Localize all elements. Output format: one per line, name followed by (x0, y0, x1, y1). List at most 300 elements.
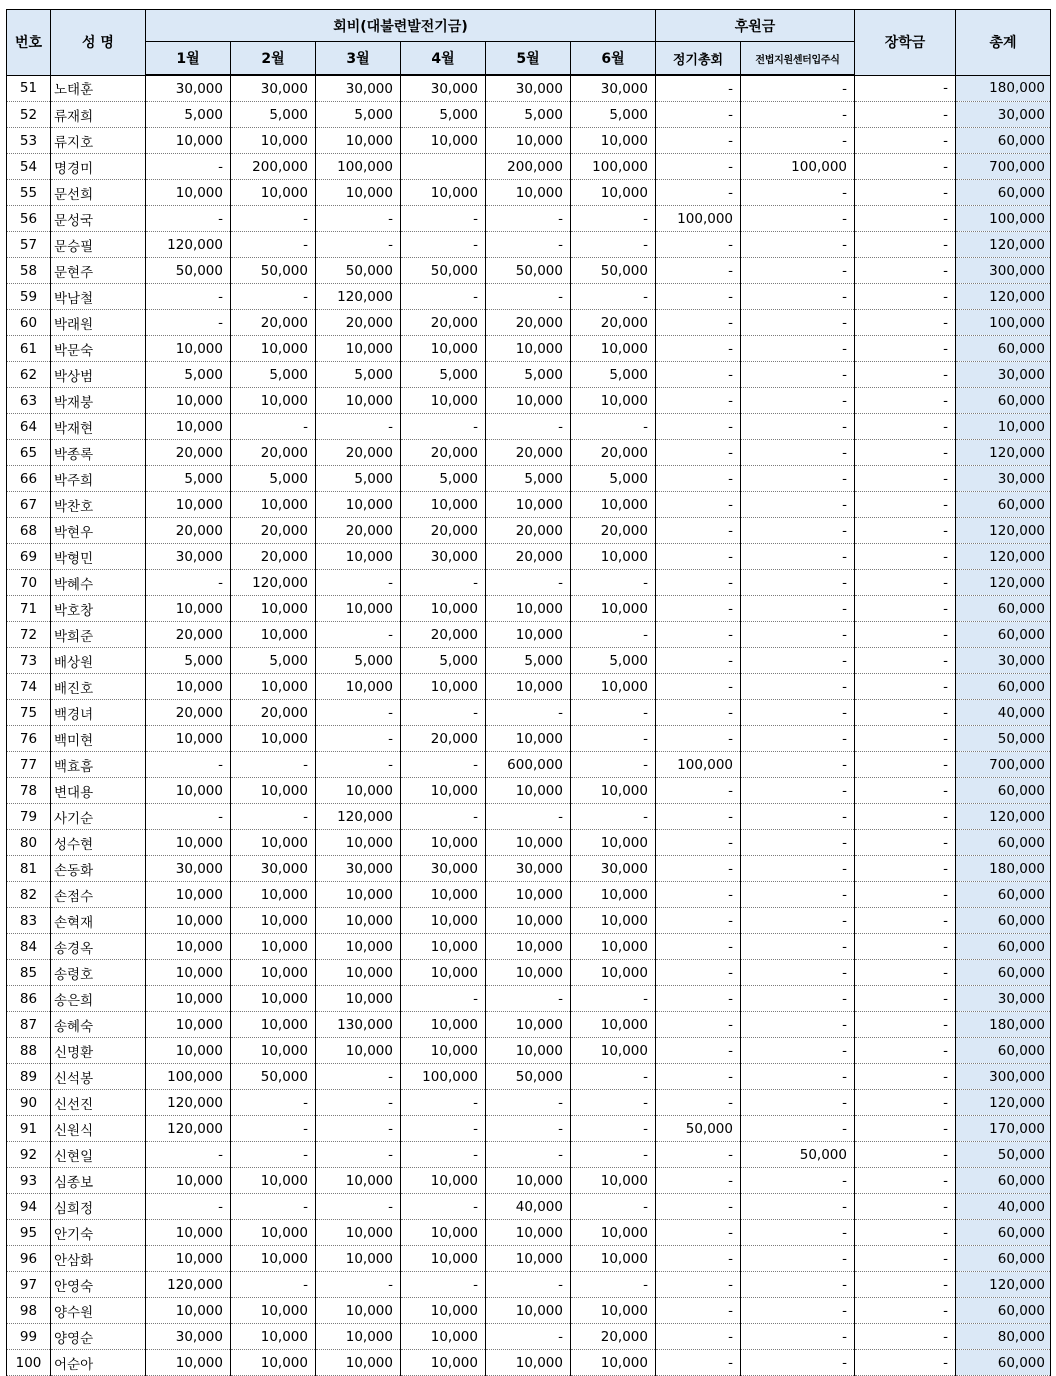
month-4-amount-cell: 10,000 (401, 960, 486, 986)
month-1-amount-cell: 10,000 (146, 1220, 231, 1246)
month-5-amount-cell: 5,000 (486, 362, 571, 388)
support-general-meeting-cell: - (656, 882, 741, 908)
month-4-amount-cell: - (401, 570, 486, 596)
total-cell: 60,000 (956, 1220, 1051, 1246)
month-1-amount-cell: 20,000 (146, 518, 231, 544)
month-3-amount-cell: 10,000 (316, 674, 401, 700)
month-2-amount-cell: 50,000 (231, 1064, 316, 1090)
month-6-amount-cell: 5,000 (571, 102, 656, 128)
month-2-amount-cell: - (231, 414, 316, 440)
month-4-amount-cell: 10,000 (401, 1012, 486, 1038)
support-center-ceremony-cell: - (741, 674, 855, 700)
support-center-ceremony-cell: - (741, 596, 855, 622)
scholarship-cell: - (855, 596, 956, 622)
table-row (7, 1168, 1051, 1194)
month-3-amount-cell: 10,000 (316, 336, 401, 362)
scholarship-cell: - (855, 1194, 956, 1220)
scholarship-cell: - (855, 1012, 956, 1038)
month-1-amount-cell: 30,000 (146, 856, 231, 882)
month-1-amount-cell: 10,000 (146, 778, 231, 804)
month-1-amount-cell: 120,000 (146, 1116, 231, 1142)
month-6-amount-cell: 10,000 (571, 1168, 656, 1194)
row-number-cell: 77 (7, 752, 51, 778)
row-number-cell: 58 (7, 258, 51, 284)
month-4-amount-cell: 20,000 (401, 518, 486, 544)
month-2-amount-cell: 200,000 (231, 154, 316, 180)
support-general-meeting-cell: - (656, 1142, 741, 1168)
member-name-cell: 문선희 (51, 180, 146, 206)
total-cell: 60,000 (956, 180, 1051, 206)
month-3-amount-cell: 120,000 (316, 804, 401, 830)
month-4-amount-cell: 10,000 (401, 1298, 486, 1324)
month-3-amount-cell: - (316, 1064, 401, 1090)
table-row (7, 492, 1051, 518)
month-5-amount-cell: - (486, 986, 571, 1012)
member-name-cell: 박현우 (51, 518, 146, 544)
month-3-amount-cell: - (316, 1090, 401, 1116)
total-cell: 60,000 (956, 388, 1051, 414)
month-3-amount-cell: 10,000 (316, 388, 401, 414)
member-name-cell: 손동화 (51, 856, 146, 882)
row-number-cell: 67 (7, 492, 51, 518)
total-cell: 60,000 (956, 492, 1051, 518)
row-number-cell: 78 (7, 778, 51, 804)
month-5-amount-cell: 10,000 (486, 622, 571, 648)
support-general-meeting-cell: - (656, 1090, 741, 1116)
support-general-meeting-cell: - (656, 596, 741, 622)
month-6-amount-cell: 50,000 (571, 258, 656, 284)
support-center-ceremony-cell: - (741, 180, 855, 206)
month-6-amount-cell: - (571, 570, 656, 596)
support-general-meeting-cell: - (656, 466, 741, 492)
member-name-cell: 박재붕 (51, 388, 146, 414)
month-4-amount-cell: - (401, 986, 486, 1012)
row-number-cell: 74 (7, 674, 51, 700)
table-row (7, 388, 1051, 414)
table-row (7, 804, 1051, 830)
support-center-ceremony-cell: - (741, 284, 855, 310)
month-2-amount-cell: 10,000 (231, 882, 316, 908)
scholarship-cell: - (855, 1246, 956, 1272)
member-name-cell: 박상범 (51, 362, 146, 388)
member-name-cell: 백경녀 (51, 700, 146, 726)
support-center-ceremony-cell: - (741, 102, 855, 128)
month-5-amount-cell: 30,000 (486, 75, 571, 102)
row-number-cell: 80 (7, 830, 51, 856)
table-row (7, 622, 1051, 648)
month-3-amount-cell: - (316, 206, 401, 232)
support-center-ceremony-cell: - (741, 232, 855, 258)
table-row (7, 1142, 1051, 1168)
month-4-amount-cell: - (401, 1116, 486, 1142)
month-5-amount-cell: 30,000 (486, 856, 571, 882)
support-general-meeting-cell: - (656, 518, 741, 544)
month-5-amount-cell: - (486, 1090, 571, 1116)
member-name-cell: 사기순 (51, 804, 146, 830)
header-dues-group: 회비(대불련발전기금) (146, 10, 656, 42)
month-4-amount-cell: - (401, 752, 486, 778)
scholarship-cell: - (855, 960, 956, 986)
support-general-meeting-cell: - (656, 232, 741, 258)
month-5-amount-cell: 10,000 (486, 908, 571, 934)
member-name-cell: 안영숙 (51, 1272, 146, 1298)
donation-ledger-table (6, 9, 1051, 1376)
support-center-ceremony-cell: - (741, 778, 855, 804)
support-center-ceremony-cell: - (741, 752, 855, 778)
month-1-amount-cell: 5,000 (146, 466, 231, 492)
month-2-amount-cell: 10,000 (231, 336, 316, 362)
month-5-amount-cell: 10,000 (486, 336, 571, 362)
table-row (7, 75, 1051, 102)
support-center-ceremony-cell: - (741, 1168, 855, 1194)
table-row (7, 1298, 1051, 1324)
row-number-cell: 68 (7, 518, 51, 544)
month-5-amount-cell: 10,000 (486, 1220, 571, 1246)
month-2-amount-cell: - (231, 1194, 316, 1220)
member-name-cell: 문승필 (51, 232, 146, 258)
scholarship-cell: - (855, 180, 956, 206)
row-number-cell: 60 (7, 310, 51, 336)
member-name-cell: 문현주 (51, 258, 146, 284)
member-name-cell: 박남철 (51, 284, 146, 310)
month-2-amount-cell: 10,000 (231, 674, 316, 700)
month-5-amount-cell: 20,000 (486, 544, 571, 570)
table-row (7, 206, 1051, 232)
header-support-general-meeting: 정기총회 (656, 42, 741, 76)
member-name-cell: 신명환 (51, 1038, 146, 1064)
month-6-amount-cell: 10,000 (571, 960, 656, 986)
support-general-meeting-cell: - (656, 1298, 741, 1324)
month-6-amount-cell: 10,000 (571, 128, 656, 154)
support-general-meeting-cell: - (656, 1272, 741, 1298)
scholarship-cell: - (855, 258, 956, 284)
support-center-ceremony-cell: - (741, 336, 855, 362)
support-center-ceremony-cell: - (741, 1090, 855, 1116)
month-2-amount-cell: 20,000 (231, 518, 316, 544)
scholarship-cell: - (855, 778, 956, 804)
scholarship-cell: - (855, 232, 956, 258)
support-general-meeting-cell: - (656, 1350, 741, 1376)
month-1-amount-cell: 10,000 (146, 1168, 231, 1194)
scholarship-cell: - (855, 336, 956, 362)
support-center-ceremony-cell: - (741, 700, 855, 726)
month-1-amount-cell: 10,000 (146, 726, 231, 752)
month-1-amount-cell: 10,000 (146, 1038, 231, 1064)
support-general-meeting-cell: - (656, 492, 741, 518)
month-3-amount-cell: 130,000 (316, 1012, 401, 1038)
table-row (7, 362, 1051, 388)
support-center-ceremony-cell: - (741, 986, 855, 1012)
header-support-center-ceremony: 전법지원센터입주식 (741, 42, 855, 76)
month-4-amount-cell: 10,000 (401, 596, 486, 622)
month-2-amount-cell: 30,000 (231, 75, 316, 102)
month-2-amount-cell: 30,000 (231, 856, 316, 882)
month-6-amount-cell: 20,000 (571, 310, 656, 336)
month-4-amount-cell: - (401, 1142, 486, 1168)
month-4-amount-cell: - (401, 1272, 486, 1298)
month-1-amount-cell: 120,000 (146, 1272, 231, 1298)
support-general-meeting-cell: 100,000 (656, 206, 741, 232)
support-center-ceremony-cell: - (741, 1324, 855, 1350)
month-5-amount-cell: 10,000 (486, 492, 571, 518)
month-6-amount-cell: - (571, 1064, 656, 1090)
total-cell: 170,000 (956, 1116, 1051, 1142)
member-name-cell: 배상원 (51, 648, 146, 674)
support-general-meeting-cell: - (656, 1064, 741, 1090)
month-6-amount-cell: - (571, 414, 656, 440)
member-name-cell: 양영순 (51, 1324, 146, 1350)
support-center-ceremony-cell: - (741, 908, 855, 934)
month-6-amount-cell: 20,000 (571, 518, 656, 544)
support-general-meeting-cell: - (656, 440, 741, 466)
support-center-ceremony-cell: - (741, 518, 855, 544)
month-1-amount-cell: - (146, 284, 231, 310)
member-name-cell: 손점수 (51, 882, 146, 908)
support-center-ceremony-cell: - (741, 960, 855, 986)
month-4-amount-cell: 10,000 (401, 1350, 486, 1376)
month-2-amount-cell: - (231, 1116, 316, 1142)
total-cell: 60,000 (956, 934, 1051, 960)
support-center-ceremony-cell: - (741, 648, 855, 674)
month-1-amount-cell: - (146, 1194, 231, 1220)
table-row (7, 596, 1051, 622)
support-general-meeting-cell: - (656, 622, 741, 648)
header-month-2: 2월 (231, 42, 316, 76)
month-2-amount-cell: 10,000 (231, 1012, 316, 1038)
month-5-amount-cell: - (486, 804, 571, 830)
row-number-cell: 63 (7, 388, 51, 414)
month-1-amount-cell: 10,000 (146, 1012, 231, 1038)
month-6-amount-cell: - (571, 1090, 656, 1116)
month-1-amount-cell: 10,000 (146, 1298, 231, 1324)
total-cell: 120,000 (956, 232, 1051, 258)
row-number-cell: 83 (7, 908, 51, 934)
scholarship-cell: - (855, 752, 956, 778)
scholarship-cell: - (855, 154, 956, 180)
member-name-cell: 신석봉 (51, 1064, 146, 1090)
month-1-amount-cell: 30,000 (146, 1324, 231, 1350)
support-center-ceremony-cell: - (741, 258, 855, 284)
month-1-amount-cell: 120,000 (146, 232, 231, 258)
member-name-cell: 박희준 (51, 622, 146, 648)
month-2-amount-cell: 10,000 (231, 1220, 316, 1246)
month-4-amount-cell: 30,000 (401, 544, 486, 570)
month-6-amount-cell: 10,000 (571, 388, 656, 414)
month-2-amount-cell: 10,000 (231, 180, 316, 206)
month-1-amount-cell: - (146, 206, 231, 232)
table-row (7, 674, 1051, 700)
row-number-cell: 69 (7, 544, 51, 570)
row-number-cell: 92 (7, 1142, 51, 1168)
total-cell: 700,000 (956, 154, 1051, 180)
support-center-ceremony-cell: - (741, 128, 855, 154)
scholarship-cell: - (855, 414, 956, 440)
table-row (7, 570, 1051, 596)
month-5-amount-cell: 10,000 (486, 934, 571, 960)
table-row (7, 648, 1051, 674)
support-general-meeting-cell: - (656, 726, 741, 752)
header-no: 번호 (7, 10, 51, 76)
total-cell: 60,000 (956, 1246, 1051, 1272)
month-2-amount-cell: 10,000 (231, 1298, 316, 1324)
month-5-amount-cell: 10,000 (486, 180, 571, 206)
month-3-amount-cell: 5,000 (316, 466, 401, 492)
member-name-cell: 심희정 (51, 1194, 146, 1220)
table-row (7, 232, 1051, 258)
support-center-ceremony-cell: - (741, 882, 855, 908)
month-4-amount-cell: 10,000 (401, 180, 486, 206)
support-general-meeting-cell: - (656, 1220, 741, 1246)
total-cell: 40,000 (956, 1194, 1051, 1220)
month-5-amount-cell: 20,000 (486, 310, 571, 336)
month-1-amount-cell: 10,000 (146, 882, 231, 908)
total-cell: 50,000 (956, 726, 1051, 752)
month-6-amount-cell: 10,000 (571, 1246, 656, 1272)
table-row (7, 310, 1051, 336)
month-4-amount-cell: - (401, 1090, 486, 1116)
month-3-amount-cell: 10,000 (316, 544, 401, 570)
member-name-cell: 신원식 (51, 1116, 146, 1142)
month-4-amount-cell: - (401, 284, 486, 310)
support-center-ceremony-cell: - (741, 75, 855, 102)
support-general-meeting-cell: - (656, 830, 741, 856)
month-4-amount-cell: 5,000 (401, 102, 486, 128)
month-3-amount-cell: 20,000 (316, 310, 401, 336)
month-3-amount-cell: - (316, 1272, 401, 1298)
support-center-ceremony-cell: - (741, 804, 855, 830)
month-6-amount-cell: 10,000 (571, 934, 656, 960)
month-5-amount-cell: - (486, 570, 571, 596)
table-row (7, 856, 1051, 882)
month-4-amount-cell: 20,000 (401, 622, 486, 648)
month-1-amount-cell: 10,000 (146, 986, 231, 1012)
month-5-amount-cell: - (486, 414, 571, 440)
member-name-cell: 박재현 (51, 414, 146, 440)
row-number-cell: 93 (7, 1168, 51, 1194)
month-4-amount-cell: 10,000 (401, 128, 486, 154)
month-6-amount-cell: 30,000 (571, 75, 656, 102)
support-general-meeting-cell: - (656, 258, 741, 284)
month-2-amount-cell: 10,000 (231, 128, 316, 154)
support-center-ceremony-cell: - (741, 1350, 855, 1376)
support-general-meeting-cell: 100,000 (656, 752, 741, 778)
table-row (7, 1324, 1051, 1350)
total-cell: 30,000 (956, 648, 1051, 674)
month-2-amount-cell: 10,000 (231, 1038, 316, 1064)
month-3-amount-cell: 30,000 (316, 75, 401, 102)
member-name-cell: 송경옥 (51, 934, 146, 960)
support-general-meeting-cell: - (656, 154, 741, 180)
month-4-amount-cell: 10,000 (401, 336, 486, 362)
month-6-amount-cell: - (571, 700, 656, 726)
month-4-amount-cell: 10,000 (401, 1220, 486, 1246)
total-cell: 30,000 (956, 102, 1051, 128)
support-general-meeting-cell: - (656, 336, 741, 362)
member-name-cell: 박주희 (51, 466, 146, 492)
month-1-amount-cell: 120,000 (146, 1090, 231, 1116)
table-row (7, 1038, 1051, 1064)
month-1-amount-cell: 20,000 (146, 700, 231, 726)
table-row (7, 882, 1051, 908)
month-1-amount-cell: 20,000 (146, 440, 231, 466)
row-number-cell: 55 (7, 180, 51, 206)
support-center-ceremony-cell: - (741, 1272, 855, 1298)
scholarship-cell: - (855, 1272, 956, 1298)
month-2-amount-cell: 20,000 (231, 700, 316, 726)
month-1-amount-cell: 5,000 (146, 648, 231, 674)
header-month-5: 5월 (486, 42, 571, 76)
month-1-amount-cell: 10,000 (146, 908, 231, 934)
table-row (7, 1090, 1051, 1116)
scholarship-cell: - (855, 102, 956, 128)
scholarship-cell: - (855, 128, 956, 154)
month-6-amount-cell: 10,000 (571, 596, 656, 622)
member-name-cell: 안기숙 (51, 1220, 146, 1246)
support-center-ceremony-cell: - (741, 830, 855, 856)
table-row (7, 1012, 1051, 1038)
month-2-amount-cell: 5,000 (231, 648, 316, 674)
support-center-ceremony-cell: - (741, 1116, 855, 1142)
month-2-amount-cell: - (231, 206, 316, 232)
total-cell: 50,000 (956, 1142, 1051, 1168)
month-4-amount-cell: - (401, 804, 486, 830)
support-center-ceremony-cell: - (741, 310, 855, 336)
row-number-cell: 73 (7, 648, 51, 674)
month-4-amount-cell: 20,000 (401, 310, 486, 336)
month-1-amount-cell: 10,000 (146, 830, 231, 856)
scholarship-cell: - (855, 75, 956, 102)
row-number-cell: 54 (7, 154, 51, 180)
month-5-amount-cell: - (486, 1116, 571, 1142)
member-name-cell: 명경미 (51, 154, 146, 180)
member-name-cell: 박형민 (51, 544, 146, 570)
scholarship-cell: - (855, 440, 956, 466)
support-center-ceremony-cell: - (741, 544, 855, 570)
month-5-amount-cell: - (486, 232, 571, 258)
total-cell: 700,000 (956, 752, 1051, 778)
month-6-amount-cell: - (571, 752, 656, 778)
month-3-amount-cell: 10,000 (316, 960, 401, 986)
table-row (7, 180, 1051, 206)
support-center-ceremony-cell: - (741, 726, 855, 752)
header-support-group: 후원금 (656, 10, 855, 42)
support-general-meeting-cell: - (656, 1012, 741, 1038)
total-cell: 10,000 (956, 414, 1051, 440)
member-name-cell: 박호창 (51, 596, 146, 622)
support-general-meeting-cell: - (656, 986, 741, 1012)
month-3-amount-cell: 10,000 (316, 492, 401, 518)
row-number-cell: 66 (7, 466, 51, 492)
scholarship-cell: - (855, 986, 956, 1012)
row-number-cell: 82 (7, 882, 51, 908)
support-general-meeting-cell: - (656, 778, 741, 804)
month-2-amount-cell: 10,000 (231, 986, 316, 1012)
total-cell: 60,000 (956, 1038, 1051, 1064)
month-6-amount-cell: 10,000 (571, 1350, 656, 1376)
month-2-amount-cell: - (231, 232, 316, 258)
support-center-ceremony-cell: 50,000 (741, 1142, 855, 1168)
month-3-amount-cell: 10,000 (316, 1038, 401, 1064)
month-3-amount-cell: 5,000 (316, 362, 401, 388)
month-1-amount-cell: 30,000 (146, 75, 231, 102)
total-cell: 60,000 (956, 778, 1051, 804)
month-6-amount-cell: 5,000 (571, 362, 656, 388)
row-number-cell: 84 (7, 934, 51, 960)
month-2-amount-cell: 10,000 (231, 778, 316, 804)
month-1-amount-cell: 10,000 (146, 1246, 231, 1272)
member-name-cell: 송혜숙 (51, 1012, 146, 1038)
row-number-cell: 65 (7, 440, 51, 466)
